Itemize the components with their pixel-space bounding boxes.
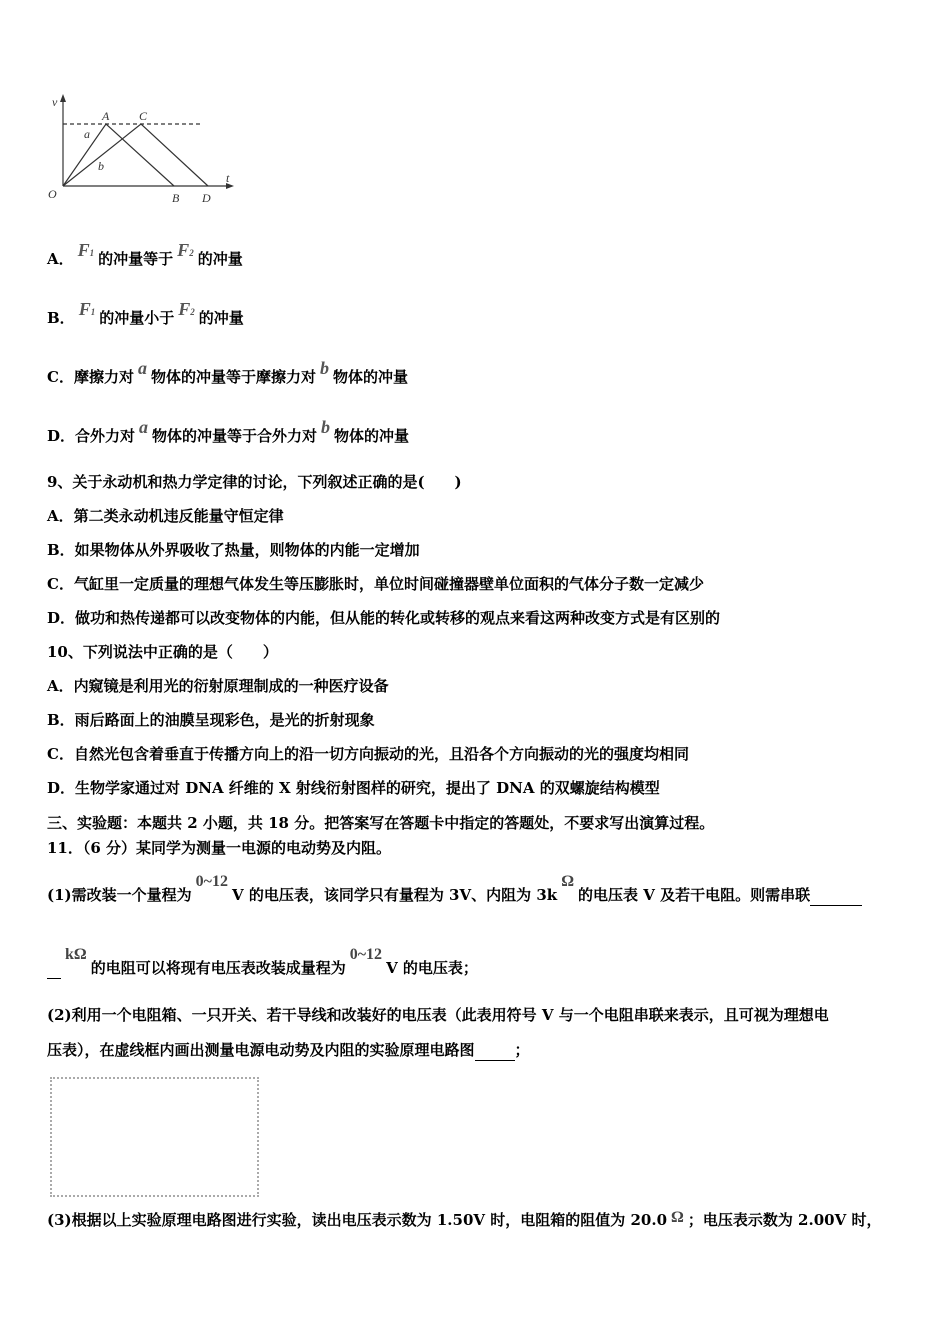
label-C: C <box>139 109 148 123</box>
label-v: v <box>52 95 58 109</box>
q8-option-b: B． F1 的冲量小于 F2 的冲量 <box>47 299 244 327</box>
label-D: D <box>202 191 211 205</box>
circuit-drawing-box[interactable] <box>50 1077 259 1197</box>
label-A: A <box>102 109 110 123</box>
q10-option-c: C．自然光包含着垂直于传播方向上的沿一切方向振动的光，且沿各个方向振动的光的强度均相同 <box>47 745 689 763</box>
section-3-heading: 三、实验题：本题共 2 小题，共 18 分。把答案写在答题卡中指定的答题处，不要求写出演算过程。 <box>47 814 715 832</box>
q11-part3-line1: (3)根据以上实验原理电路图进行实验，读出电压表示数为 1.50V 时，电阻箱的阻值为 20.0 Ω ；电压表示数为 2.00V 时， <box>47 1209 882 1229</box>
label-B: B <box>172 191 180 205</box>
label-b: b <box>98 159 104 173</box>
answer-blank-1[interactable] <box>810 885 862 906</box>
q9-option-c: C．气缸里一定质量的理想气体发生等压膨胀时，单位时间碰撞器壁单位面积的气体分子数一定减少 <box>47 575 704 593</box>
q11-part1-line1: (1)需改装一个量程为0~12V 的电压表，该同学只有量程为 3V、内阻为 3kΩ的电压表 V 及若干电阻。则需串联 <box>47 885 862 906</box>
q9-stem: 9、关于永动机和热力学定律的讨论，下列叙述正确的是( ) <box>47 473 462 491</box>
q10-option-d: D．生物学家通过对 DNA 纤维的 X 射线衍射图样的研究，提出了 DNA 的双螺旋结构模型 <box>47 779 660 797</box>
q11-part2-line1: (2)利用一个电阻箱、一只开关、若干导线和改装好的电压表（此表用符号 V 与一个电阻串联来表示，且可视为理想电 <box>47 1006 829 1024</box>
label-t: t <box>226 171 230 185</box>
q8-option-c: C．摩擦力对 a 物体的冲量等于摩擦力对 b 物体的冲量 <box>47 358 408 386</box>
label-a: a <box>84 127 90 141</box>
answer-blank-2[interactable] <box>475 1040 515 1061</box>
q10-option-b: B．雨后路面上的油膜呈现彩色，是光的折射现象 <box>47 711 375 729</box>
line-a <box>63 124 174 186</box>
q8-option-d: D．合外力对 a 物体的冲量等于合外力对 b 物体的冲量 <box>47 417 410 445</box>
label-O: O <box>48 187 57 201</box>
q8-option-a: A． F1 的冲量等于 F2 的冲量 <box>47 240 243 268</box>
velocity-time-graph <box>40 90 250 210</box>
q9-option-a: A．第二类永动机违反能量守恒定律 <box>47 507 284 525</box>
q10-stem: 10、下列说法中正确的是（ ） <box>47 643 278 661</box>
q11-part2-line2: 压表），在虚线框内画出测量电源电动势及内阻的实验原理电路图 ； <box>47 1041 530 1059</box>
q11-part1-line2: kΩ的电阻可以将现有电压表改装成量程为0~12V 的电压表； <box>47 958 478 979</box>
q9-option-d: D．做功和热传递都可以改变物体的内能，但从能的转化或转移的观点来看这两种改变方式是有区别的 <box>47 609 721 627</box>
q11-stem: 11．（6 分）某同学为测量一电源的电动势及内阻。 <box>47 839 392 857</box>
v-arrow-icon <box>60 94 66 102</box>
answer-blank-1-cont[interactable] <box>47 958 61 979</box>
q9-option-b: B．如果物体从外界吸收了热量，则物体的内能一定增加 <box>47 541 420 559</box>
q10-option-a: A．内窥镜是利用光的衍射原理制成的一种医疗设备 <box>47 677 389 695</box>
